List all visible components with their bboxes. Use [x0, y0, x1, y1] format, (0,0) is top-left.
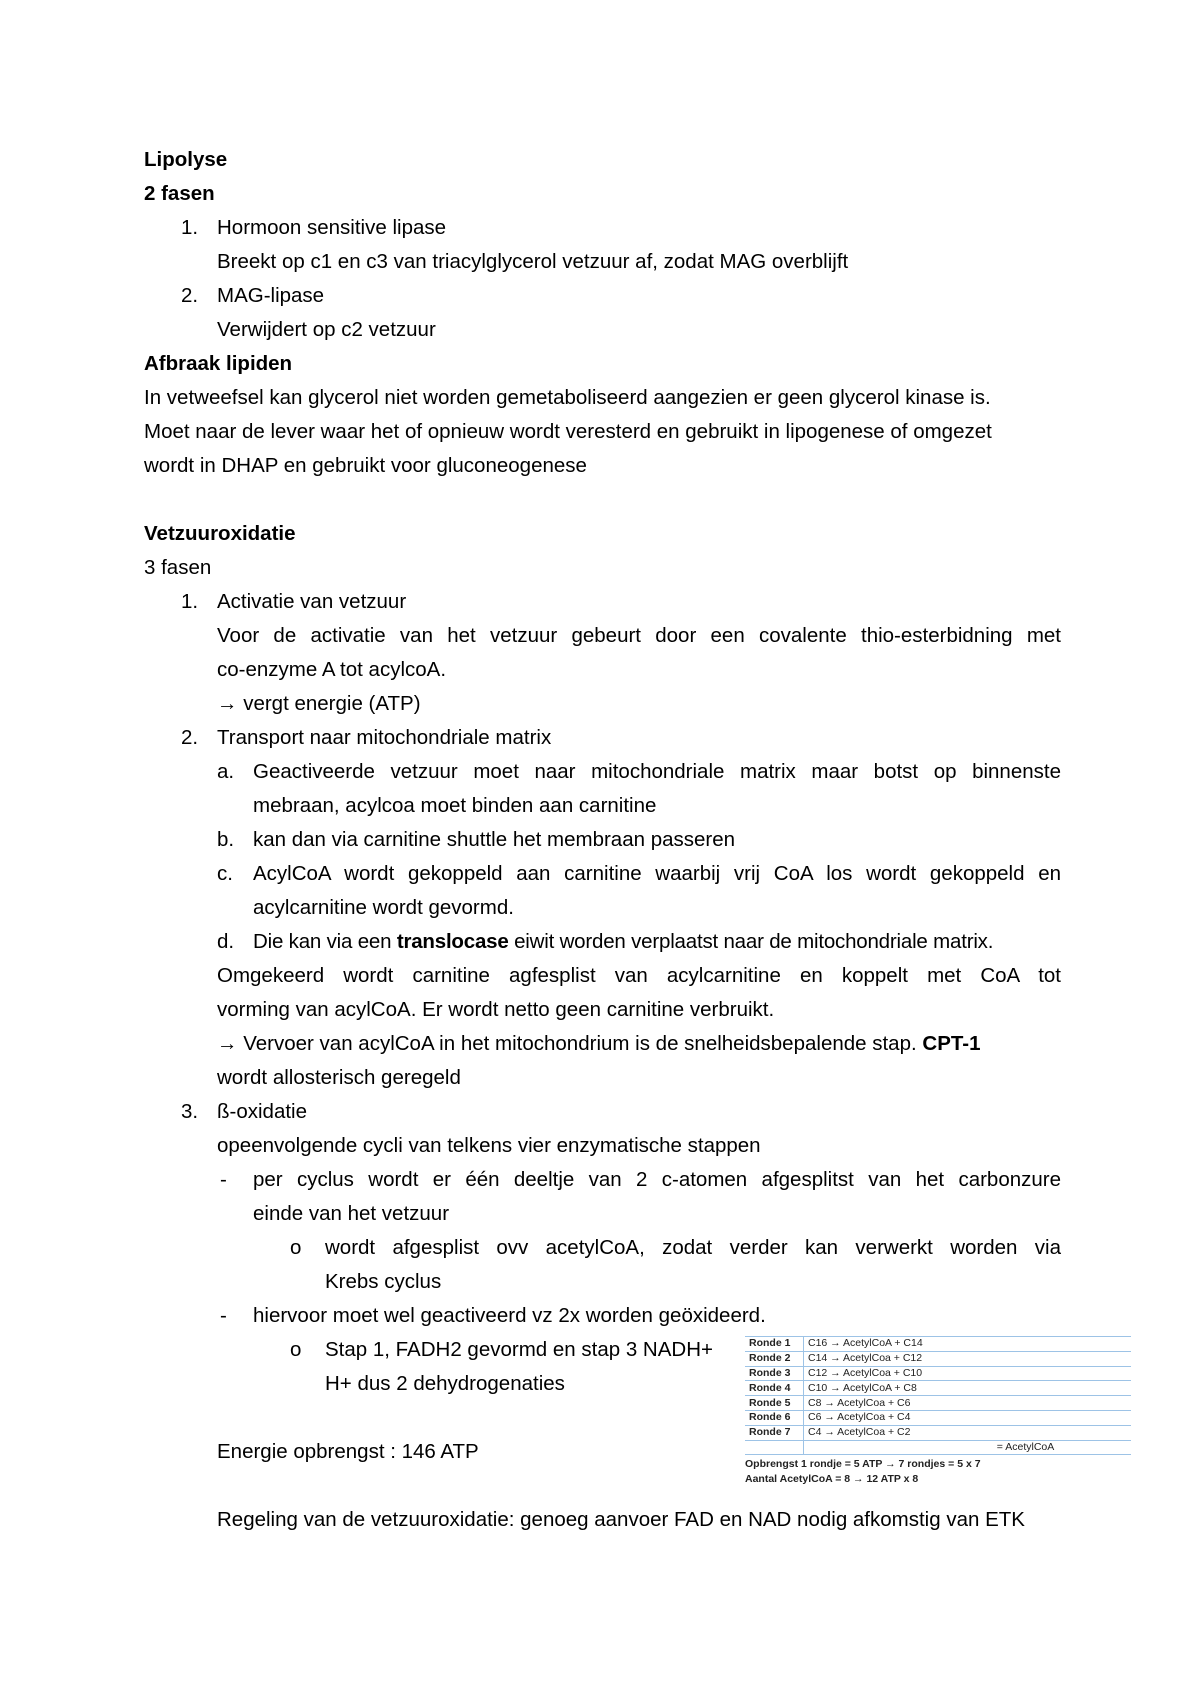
subheading-3-fasen: 3 fasen	[144, 556, 212, 579]
ronde-table-figure	[745, 1336, 1131, 1487]
heading-vetzuuroxidatie: Vetzuuroxidatie	[144, 522, 296, 545]
bullet-circle: o	[290, 1338, 302, 1361]
list-item-title: Hormoon sensitive lipase	[217, 216, 447, 239]
bullet-dash: -	[220, 1168, 227, 1191]
list-letter: d.	[217, 930, 235, 953]
paragraph-line: acylcarnitine wordt gevormd.	[253, 896, 514, 919]
paragraph-line: Geactiveerde vetzuur moet naar mitochondriale matrix maar botst op binnenste	[253, 760, 1061, 783]
text-run: eiwit worden verplaatst naar de mitochondriale matrix.	[508, 930, 994, 953]
arrow-note	[217, 1031, 981, 1057]
text-run: Die kan via een	[253, 930, 397, 953]
list-number: 2.	[181, 726, 199, 749]
list-item-text: Verwijdert op c2 vetzuur	[217, 318, 436, 341]
table-footnote-opbrengst: Opbrengst 1 rondje = 5 ATP → 7 rondjes = 5 x 7	[745, 1458, 981, 1471]
phase-title: ß-oxidatie	[217, 1100, 308, 1123]
phase-title: Activatie van vetzuur	[217, 590, 407, 613]
table-cell-empty	[745, 1440, 804, 1455]
table-cell-value: C14 → AcetylCoa + C12	[804, 1351, 1132, 1366]
table-cell-label: Ronde 5	[745, 1396, 804, 1411]
table-row	[745, 1410, 1131, 1425]
paragraph-line: Omgekeerd wordt carnitine agfesplist van acylcarnitine en koppelt met CoA tot	[217, 964, 1061, 987]
arrow-note: → vergt energie (ATP)	[217, 692, 421, 715]
table-cell-label: Ronde 7	[745, 1425, 804, 1440]
list-number: 1.	[181, 216, 199, 239]
paragraph-line: Voor de activatie van het vetzuur gebeurt door een covalente thio-esterbidning met	[217, 624, 1061, 647]
paragraph-line: Krebs cyclus	[325, 1270, 442, 1293]
paragraph-line: Stap 1, FADH2 gevormd en stap 3 NADH+	[325, 1338, 713, 1361]
regeling-line: Regeling van de vetzuuroxidatie: genoeg aanvoer FAD en NAD nodig afkomstig van ETK	[217, 1508, 1025, 1531]
paragraph-line: In vetweefsel kan glycerol niet worden gemetaboliseerd aangezien er geen glycerol kinase is.	[144, 386, 991, 409]
table-row	[745, 1425, 1131, 1440]
text-run: → Vervoer van acylCoA in het mitochondrium is de snelheidsbepalende stap.	[217, 1032, 923, 1055]
list-item-title: MAG-lipase	[217, 284, 325, 307]
bold-term-cpt1: CPT-1	[922, 1032, 981, 1055]
paragraph-line	[253, 929, 993, 955]
table-cell-label: Ronde 3	[745, 1366, 804, 1381]
table-cell-value: C6 → AcetylCoa + C4	[804, 1410, 1132, 1425]
energie-opbrengst: Energie opbrengst : 146 ATP	[217, 1440, 479, 1463]
table-row	[745, 1440, 1131, 1455]
table-cell-value: C4 → AcetylCoa + C2	[804, 1425, 1132, 1440]
paragraph-line: AcylCoA wordt gekoppeld aan carnitine waarbij vrij CoA los wordt gekoppeld en	[253, 862, 1061, 885]
table-row	[745, 1366, 1131, 1381]
list-letter: c.	[217, 862, 233, 885]
table-row	[745, 1381, 1131, 1396]
bullet-dash: -	[220, 1304, 227, 1327]
table-cell-result: = AcetylCoA	[804, 1440, 1132, 1455]
list-number: 3.	[181, 1100, 199, 1123]
table-cell-label: Ronde 4	[745, 1381, 804, 1396]
list-letter: b.	[217, 828, 235, 851]
ronde-table	[745, 1336, 1131, 1455]
list-item-text: Breekt op c1 en c3 van triacylglycerol vetzuur af, zodat MAG overblijft	[217, 250, 849, 273]
paragraph-line: H+ dus 2 dehydrogenaties	[325, 1372, 565, 1395]
paragraph-line: kan dan via carnitine shuttle het membraan passeren	[253, 828, 736, 851]
list-number: 1.	[181, 590, 199, 613]
paragraph-line: wordt afgesplist ovv acetylCoA, zodat verder kan verwerkt worden via	[325, 1236, 1061, 1259]
table-cell-label: Ronde 2	[745, 1351, 804, 1366]
paragraph-line: wordt allosterisch geregeld	[217, 1066, 461, 1089]
table-cell-value: C8 → AcetylCoa + C6	[804, 1396, 1132, 1411]
paragraph-line: vorming van acylCoA. Er wordt netto geen carnitine verbruikt.	[217, 998, 775, 1021]
table-footnote-aantal: Aantal AcetylCoA = 8 → 12 ATP x 8	[745, 1473, 919, 1486]
table-cell-value: C16 → AcetylCoA + C14	[804, 1337, 1132, 1352]
paragraph-line: per cyclus wordt er één deeltje van 2 c-atomen afgesplitst van het carbonzure	[253, 1168, 1061, 1191]
bullet-circle: o	[290, 1236, 302, 1259]
heading-afbraak-lipiden: Afbraak lipiden	[144, 352, 293, 375]
subheading-2-fasen: 2 fasen	[144, 182, 215, 205]
heading-lipolyse: Lipolyse	[144, 148, 228, 171]
bold-term-translocase: translocase	[396, 930, 509, 953]
list-letter: a.	[217, 760, 235, 783]
table-row	[745, 1396, 1131, 1411]
table-cell-value: C12 → AcetylCoa + C10	[804, 1366, 1132, 1381]
paragraph-line: hiervoor moet wel geactiveerd vz 2x worden geöxideerd.	[253, 1304, 766, 1327]
table-cell-value: C10 → AcetylCoA + C8	[804, 1381, 1132, 1396]
table-row	[745, 1351, 1131, 1366]
paragraph-line: einde van het vetzuur	[253, 1202, 450, 1225]
paragraph-line: mebraan, acylcoa moet binden aan carnitine	[253, 794, 657, 817]
phase-title: Transport naar mitochondriale matrix	[217, 726, 552, 749]
table-cell-label: Ronde 6	[745, 1410, 804, 1425]
table-cell-label: Ronde 1	[745, 1337, 804, 1352]
list-number: 2.	[181, 284, 199, 307]
paragraph-line: opeenvolgende cycli van telkens vier enzymatische stappen	[217, 1134, 761, 1157]
paragraph-line: Moet naar de lever waar het of opnieuw wordt veresterd en gebruikt in lipogenese of omgezet	[144, 420, 992, 443]
paragraph-line: co-enzyme A tot acylcoA.	[217, 658, 447, 681]
paragraph-line: wordt in DHAP en gebruikt voor gluconeogenese	[144, 454, 587, 477]
table-row	[745, 1337, 1131, 1352]
